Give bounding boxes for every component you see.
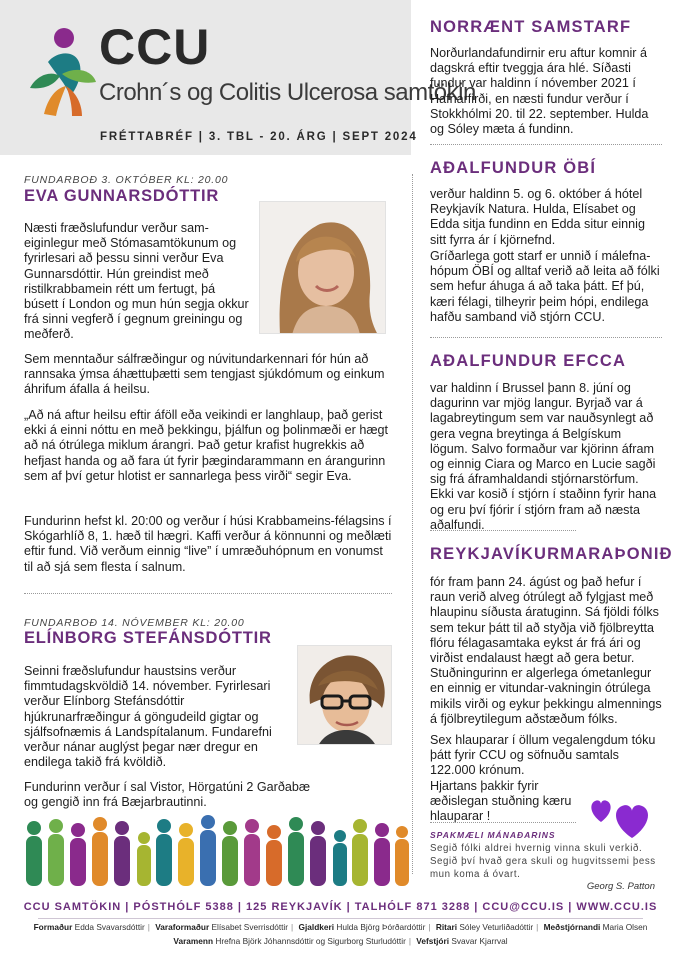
issue-line: FRÉTTABRÉF | 3. TBL - 20. ÁRG | SEPT 2024 <box>100 131 418 143</box>
logo-wordmark: CCU <box>99 19 211 75</box>
purple-hearts-icon <box>588 798 654 840</box>
event2-kicker: FUNDARBOÐ 14. NÓVEMBER KL: 20.00 <box>24 617 245 629</box>
quote-kicker: SPAKMÆLI MÁNAÐARINS <box>430 830 556 840</box>
board-row-1 <box>0 922 681 932</box>
footer-contact-line: CCU SAMTÖKIN | PÓSTHÓLF 5388 | 125 REYKJAVÍK | TALHÓLF 871 3288 | CCU@CCU.IS | WWW.CCU.IS <box>23 901 658 913</box>
obi-agm-paragraph-1: verður haldinn 5. og 6. október á hótel Reykjavík Natura. Hulda, Elísabet og Edda sitja fundinn en Edda situr einnig sitt fyrra ár í kjörnefnd. <box>430 187 645 247</box>
event1-paragraph-2: Sem menntaður sálfræðingur og núvitundarkennari fór hún að rannsaka ýmsa áhættuþætti sem tengjast sjúkdómum og einkum áhrifum áfalla á heilsu. <box>24 352 385 397</box>
reykjavik-marathon-heading: REYKJAVÍKURMARAÞONIÐ <box>430 545 673 563</box>
section-divider <box>430 337 662 338</box>
board-member: Elísabet Sverrisdóttir <box>211 922 289 932</box>
reykjavik-marathon-paragraph-2: Sex hlauparar í öllum vegalengdum tóku þátt fyrir CCU og söfnuðu samtals 122.000 krónum. <box>430 733 656 778</box>
board-member: Hrefna Björk Jóhannsdóttir og Sigurborg Sturludóttir <box>215 936 406 946</box>
board-role: Formaður <box>33 922 73 932</box>
board-row-2 <box>0 936 681 946</box>
footer-divider: | <box>428 922 431 932</box>
footer-divider: | <box>408 936 411 946</box>
board-role: Ritari <box>435 922 458 932</box>
board-role: Gjaldkeri <box>298 922 335 932</box>
footer-divider <box>38 918 643 919</box>
board-member: Edda Svavarsdóttir <box>74 922 145 932</box>
efcca-agm-heading: AÐALFUNDUR EFCCA <box>430 352 627 370</box>
footer-divider: | <box>536 922 539 932</box>
section-divider <box>430 822 576 823</box>
event1-paragraph-3: „Að ná aftur heilsu eftir áföll eða veikindi er langhlaup, það gerist ekki á einni nóttu en með þekkingu, þjálfun og þolinmæði er hægt að ná ótrúlega miklum árangri. Það getur krafist hugrekkis að hefjast handa og að fara út fyrir þægindarammann en árangurinn sem af því getur hlotist er sannarlega þess virði“ segir Eva. <box>24 408 389 483</box>
efcca-agm-body: var haldinn í Brussel þann 8. júní og dagurinn var mjög langur. Byrjað var á lagabreytingum sem var nauðsynlegt að gera vegna breytinga á Belgískum lögum. Salvo formaður var kjörinn áfram og einnig Ciara og Marco en Lucie sagði sig frá áframhaldandi stjórnarstörfum. Ekki var kosið í stjórn í staðinn fyrir hana og eru því fjórir í stjórn fram að næsta aðalfundi. <box>430 381 657 532</box>
crowd-of-people-illustration <box>22 814 412 894</box>
organisation-name: Crohn´s og Colitis Ulcerosa samtökin <box>99 79 476 106</box>
footer-divider: | <box>291 922 294 932</box>
elinborg-portrait-photo <box>297 645 392 745</box>
event1-paragraph-4: Fundurinn hefst kl. 20:00 og verður í húsi Krabbameins-félagsins í Skógarhlíð 8, 1. hæð til hægri. Kaffi verður á könnunni og meðlæti eftir fund. Við verðum einnig “live” í umræðuhópnum en vonumst til að sjá sem flesta í salnum. <box>24 514 392 574</box>
board-role: Varamenn <box>173 936 214 946</box>
board-member: Sóley Veturliðadóttir <box>459 922 534 932</box>
board-role: Varaformaður <box>155 922 210 932</box>
board-member: Hulda Björg Þórðardóttir <box>336 922 426 932</box>
event1-title: EVA GUNNARSDÓTTIR <box>24 187 220 205</box>
nordic-cooperation-body: Norðurlandafundirnir eru aftur komnir á dagskrá eftir tveggja ára hlé. Síðasti fundur var haldinn í nóvember 2021 í Hafnarfirði, en næsti fundur verður í Stokkhólmi 20. til 22. september. Hulda og Sóley mæta á fundinn. <box>430 46 649 137</box>
section-divider <box>430 144 662 145</box>
nordic-cooperation-heading: NORRÆNT SAMSTARF <box>430 18 632 36</box>
quote-author: Georg S. Patton <box>586 881 655 892</box>
event2-title: ELÍNBORG STEFÁNSDÓTTIR <box>24 629 272 647</box>
footer-divider: | <box>147 922 150 932</box>
section-divider <box>430 530 576 531</box>
event2-paragraph-1: Seinni fræðslufundur haustsins verður fimmtudagskvöldið 14. nóvember. Fyrirlesari verður Elínborg Stefánsdóttir hjúkrunarfræðingur á göngudeild gigtar og sjálfsofnæmis á Landspítalanum. Fundarefni verður nánar auglýst þegar nær dregur en endilega takið frá kvöldið. <box>24 664 272 770</box>
reykjavik-marathon-paragraph-1: fór fram þann 24. ágúst og það hefur í raun verið alveg ótrúlegt að fylgjast með hlaupinu síðusta áratuginn. Sá fjöldi fólks sem tekur þátt til að styðja við fjölbreytta flóru félagasamtaka eykst ár frá ári og virðist endalaust hægt að gera betur. Stuðningurinn er algerlega ómetanlegur en einnig er vitundar-vakningin ótrúlega mikils virði og eykur þekkingu almennings á fjölbreytilegum aðstæðum fólks. <box>430 575 662 726</box>
obi-agm-paragraph-2: Gríðarlega gott starf er unnið í málefna-hópum ÖBÍ og alltaf verið að leita að fólki sem hefur áhuga á að taka þátt. Ef þú, kæri félagi, tilheyrir þeim hópi, endilega hafðu samband við stjórn CCU. <box>430 249 660 324</box>
event1-paragraph-1: Næsti fræðslufundur verður sam-eiginlegur með Stómasamtökunum og fyrirlesari að þessu sinni verður Eva Gunnarsdóttir. Hún greindist með ristilkrabbamein rétt um fertugt, þá búsett í London og mun hún segja okkur frá sinni vegferð í gegnum greiningu og meðferð. <box>24 221 249 342</box>
reykjavik-marathon-paragraph-3: Hjartans þakkir fyrir æðislegan stuðning kæru hlauparar ! <box>430 779 572 824</box>
event1-kicker: FUNDARBOÐ 3. OKTÓBER KL: 20.00 <box>24 174 229 186</box>
event2-paragraph-2: Fundurinn verður í sal Vistor, Hörgatúni 2 Garðabæ og gengið inn frá Bæjarbrautinni. <box>24 780 311 810</box>
obi-agm-heading: AÐALFUNDUR ÖBÍ <box>430 159 597 177</box>
board-member: Maria Olsen <box>602 922 648 932</box>
board-role: Meðstjórnandi <box>543 922 601 932</box>
board-member: Svavar Kjarrval <box>451 936 508 946</box>
section-divider <box>24 593 392 594</box>
quote-text: Segið fólki aldrei hvernig vinna skuli verkið. Segið því hvað gera skuli og hugvitssemi þess mun koma á óvart. <box>430 843 656 880</box>
ccu-logo-figure-icon <box>26 26 98 118</box>
column-separator <box>412 174 413 874</box>
masthead <box>0 0 476 155</box>
eva-portrait-photo <box>259 201 386 334</box>
board-role: Vefstjóri <box>416 936 450 946</box>
